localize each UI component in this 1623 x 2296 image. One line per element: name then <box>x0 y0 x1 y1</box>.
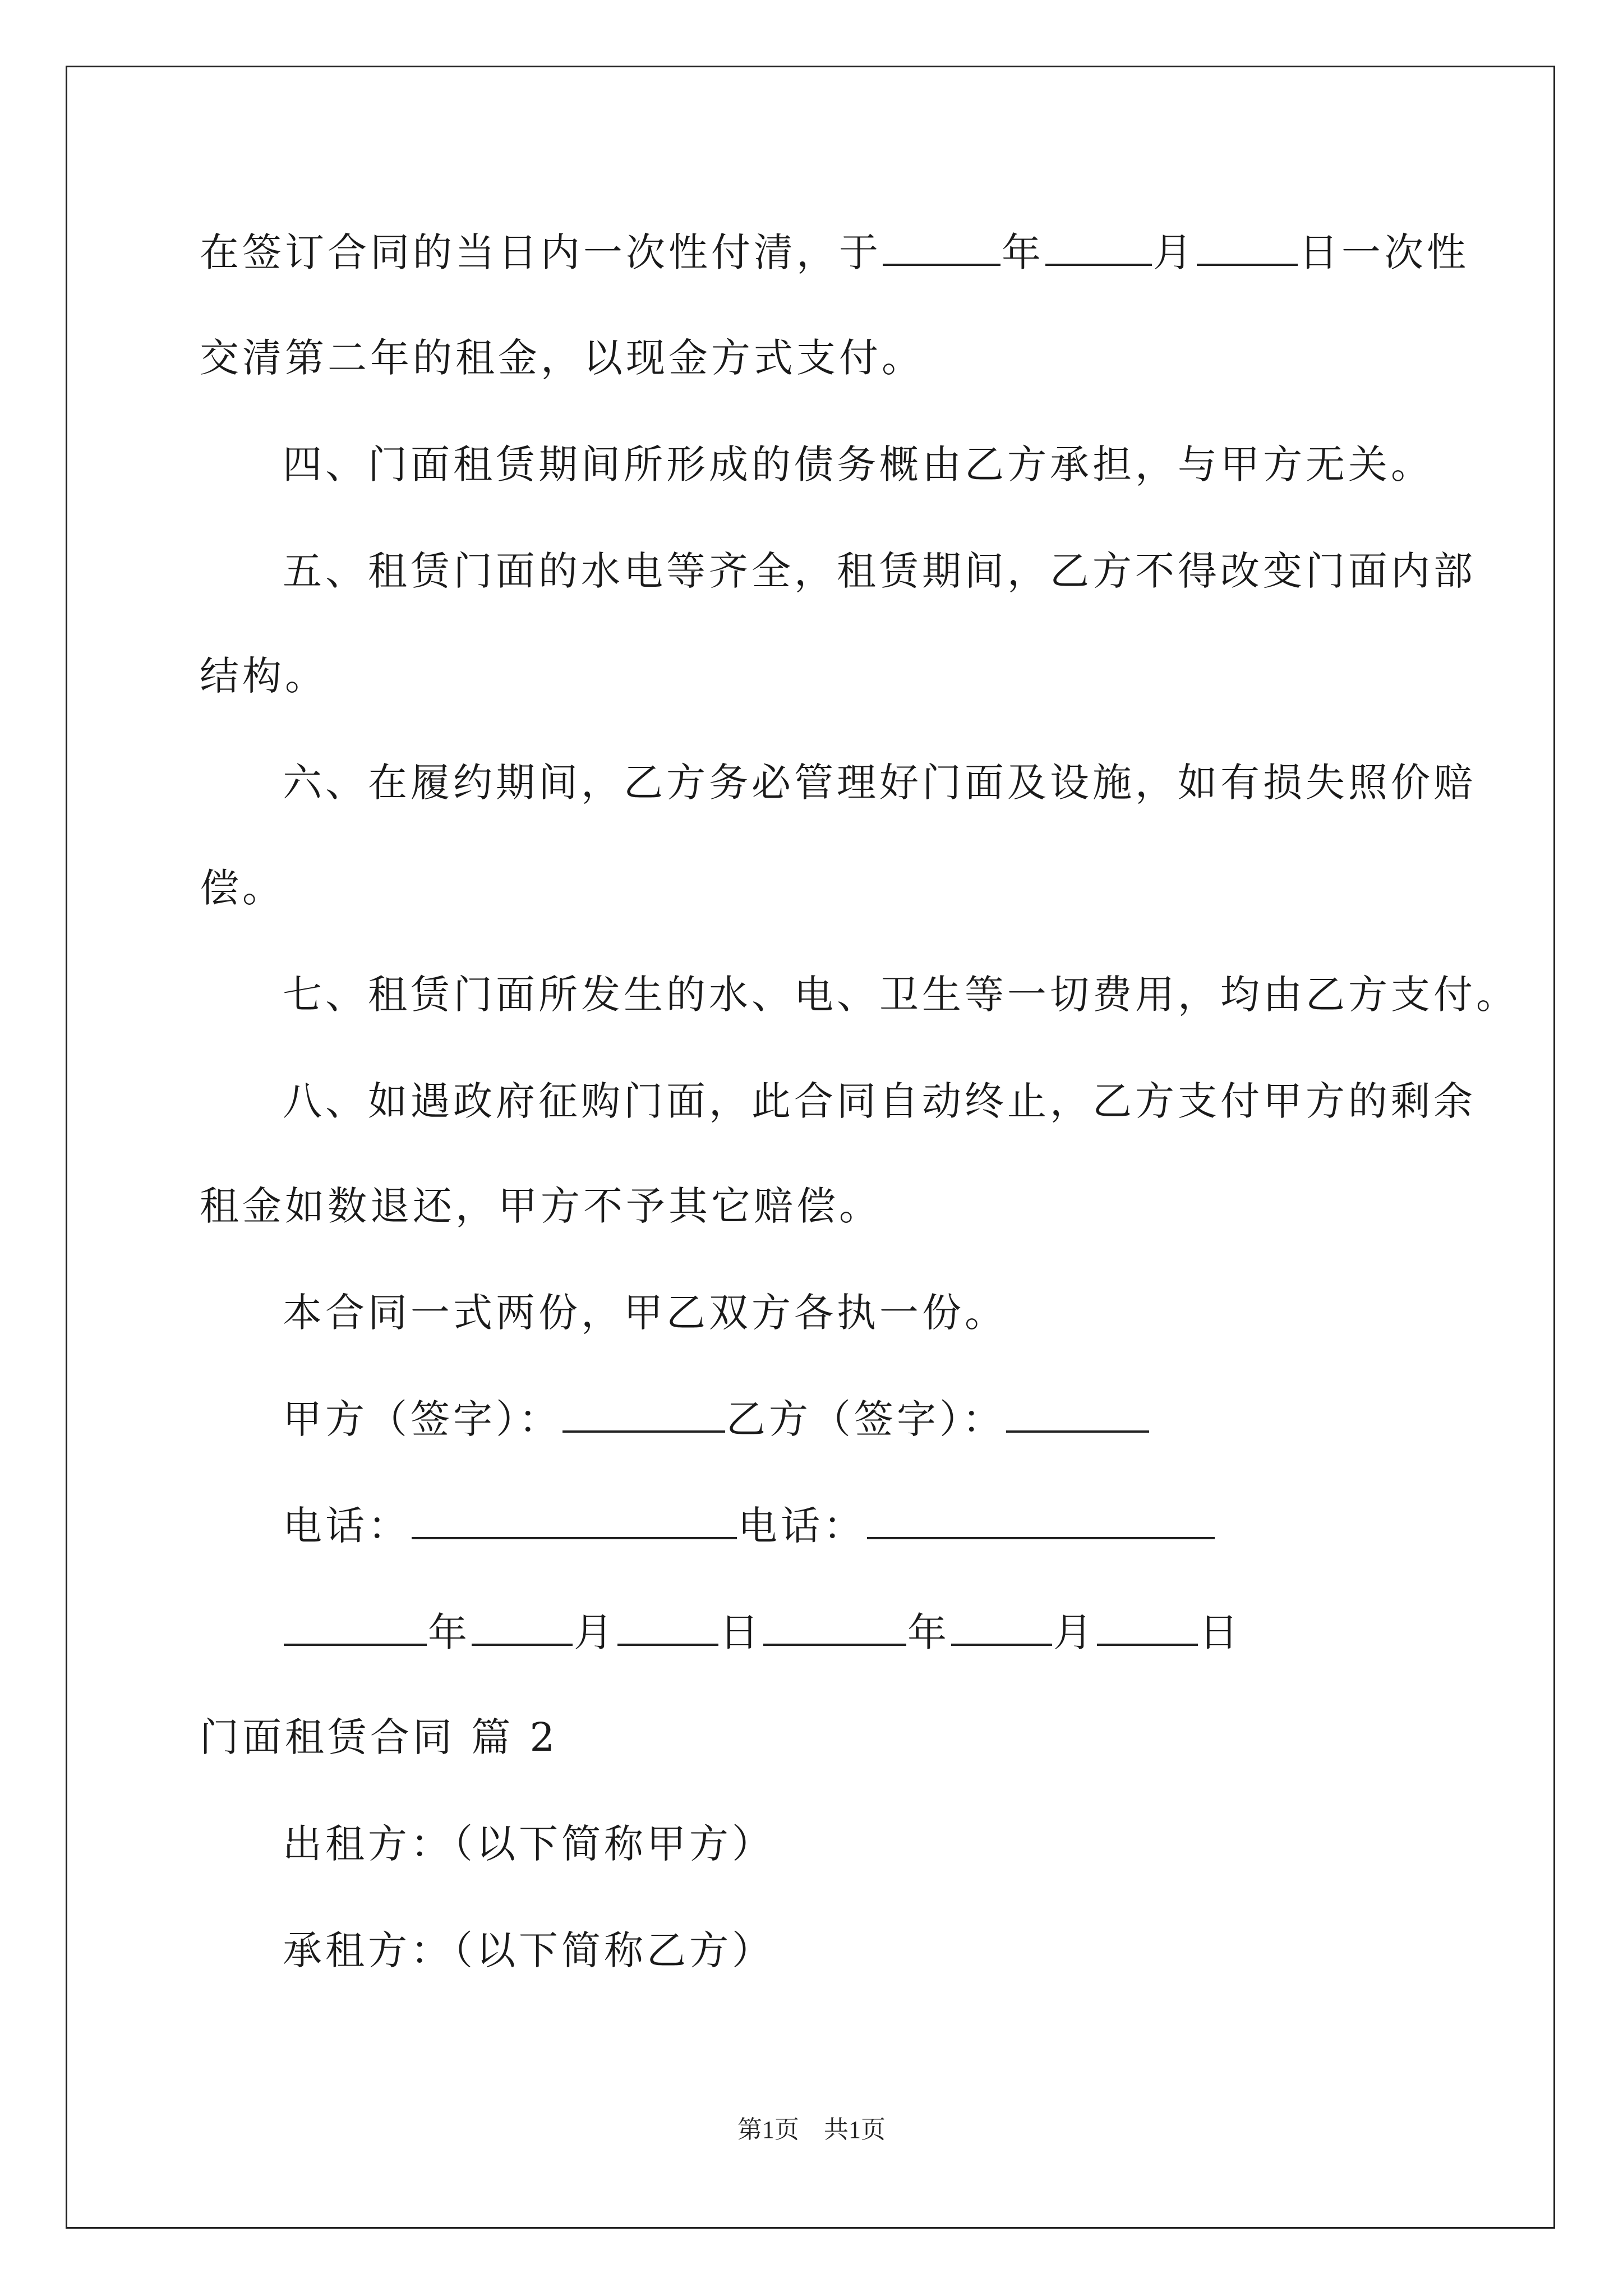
text-segment: 日一次性 <box>1299 229 1469 275</box>
text-segment: 年 <box>1002 229 1044 275</box>
text-segment: 日 <box>720 1609 762 1655</box>
date-line <box>283 1604 1242 1660</box>
text-segment: 月 <box>574 1609 616 1655</box>
signature-line <box>283 1391 1150 1447</box>
blank-field <box>284 1607 427 1646</box>
blank-field <box>1006 1393 1149 1433</box>
clause-8: 八、如遇政府征购门面，此合同自动终止，乙方支付甲方的剩余 <box>283 1078 1476 1124</box>
party-b-signature-label: 乙方（签字）： <box>726 1396 1005 1442</box>
copies-clause: 本合同一式两份，甲乙双方各执一份。 <box>283 1290 1007 1336</box>
clause-7: 七、租赁门面所发生的水、电、卫生等一切费用，均由乙方支付。 <box>283 972 1519 1018</box>
party-b-phone-label: 电话： <box>738 1503 866 1549</box>
blank-field <box>472 1607 573 1646</box>
page-border <box>66 66 1555 2229</box>
clause-5: 五、租赁门面的水电等齐全，租赁期间，乙方不得改变门面内部 <box>283 548 1476 594</box>
page-footer: 第1页 共1页 <box>737 2116 886 2143</box>
clause-4: 四、门面租赁期间所形成的债务概由乙方承担，与甲方无关。 <box>283 441 1433 487</box>
text-segment: 年 <box>428 1609 471 1655</box>
blank-field <box>951 1607 1052 1646</box>
blank-field <box>562 1393 725 1433</box>
text-segment: 月 <box>1153 229 1196 275</box>
text-segment: 年 <box>907 1609 950 1655</box>
text-line: 结构。 <box>200 653 328 699</box>
party-a-phone-label: 电话： <box>283 1503 411 1549</box>
phone-line <box>283 1498 1216 1554</box>
blank-field <box>412 1500 737 1539</box>
text-segment: 在签订合同的当日内一次性付清，于 <box>200 229 882 275</box>
lessor-line: 出租方：（以下简称甲方） <box>283 1821 774 1867</box>
text-line <box>200 224 1469 280</box>
text-segment: 月 <box>1053 1609 1096 1655</box>
blank-field <box>867 1500 1215 1539</box>
section-heading: 门面租赁合同 篇 2 <box>200 1714 559 1760</box>
text-line: 偿。 <box>200 865 285 911</box>
blank-field <box>1097 1607 1198 1646</box>
clause-6: 六、在履约期间，乙方务必管理好门面及设施，如有损失照价赔 <box>283 760 1476 806</box>
lessee-line: 承租方：（以下简称乙方） <box>283 1927 774 1973</box>
party-a-signature-label: 甲方（签字）： <box>283 1396 561 1442</box>
text-line: 交清第二年的租金，以现金方式支付。 <box>200 335 924 381</box>
text-segment: 日 <box>1199 1609 1242 1655</box>
text-line: 租金如数退还，甲方不予其它赔偿。 <box>200 1183 882 1229</box>
blank-field <box>1197 227 1298 266</box>
blank-field <box>763 1607 906 1646</box>
blank-field <box>1045 227 1152 266</box>
blank-field <box>883 227 1000 266</box>
blank-field <box>617 1607 718 1646</box>
